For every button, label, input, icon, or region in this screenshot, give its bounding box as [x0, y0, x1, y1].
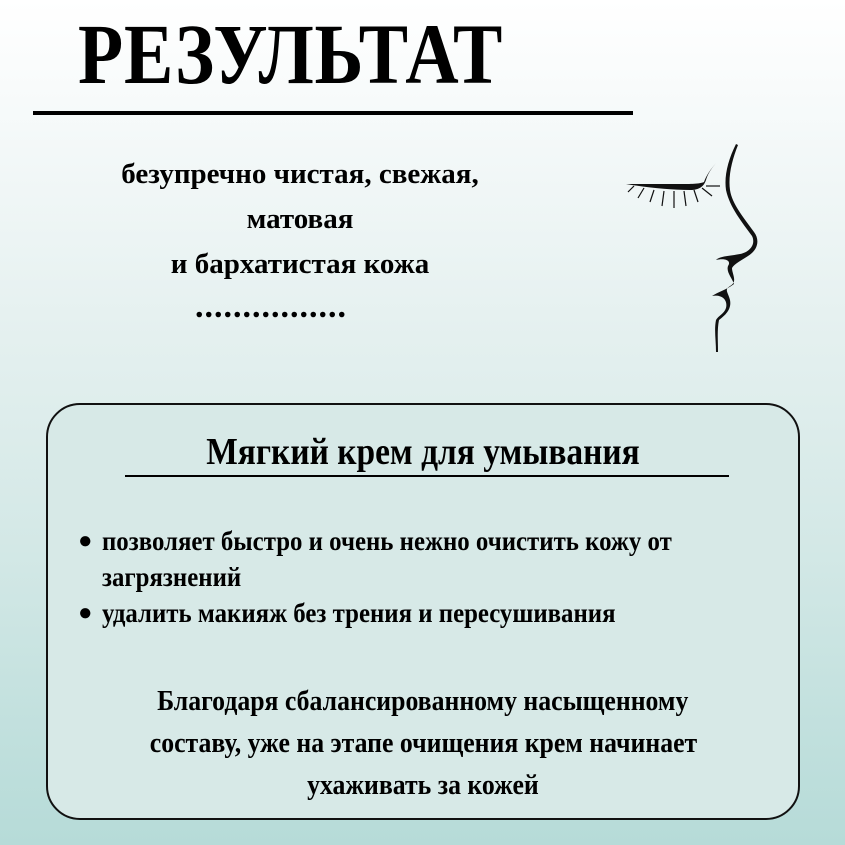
list-item [76, 523, 786, 595]
result-description [60, 152, 540, 287]
face-profile-icon [620, 140, 760, 355]
list-item-text: позволяет быстро и очень нежно очистить кожу от загрязнений [102, 526, 672, 592]
dotted-divider: ................ [195, 288, 347, 325]
product-card [46, 403, 800, 820]
closing-paragraph [68, 681, 778, 807]
result-line: безупречно чистая, свежая, [121, 158, 479, 190]
page-title: РЕЗУЛЬТАТ [78, 6, 504, 102]
list-item-text: удалить макияж без трения и пересушивания [102, 598, 616, 628]
bullet-icon: ● [78, 528, 93, 554]
title-underline [33, 111, 633, 115]
result-line: и бархатистая кожа [170, 248, 430, 280]
benefits-list [76, 523, 786, 631]
product-title: Мягкий крем для умывания [206, 431, 640, 473]
closing-line: ухаживать за кожей [307, 770, 539, 801]
product-title-underline [125, 475, 729, 477]
closing-line: составу, уже на этапе очищения крем начинает [149, 728, 697, 759]
closing-line: Благодаря сбалансированному насыщенному [157, 686, 689, 717]
bullet-icon: ● [78, 600, 93, 626]
result-line: матовая [246, 203, 354, 235]
list-item [76, 595, 786, 631]
